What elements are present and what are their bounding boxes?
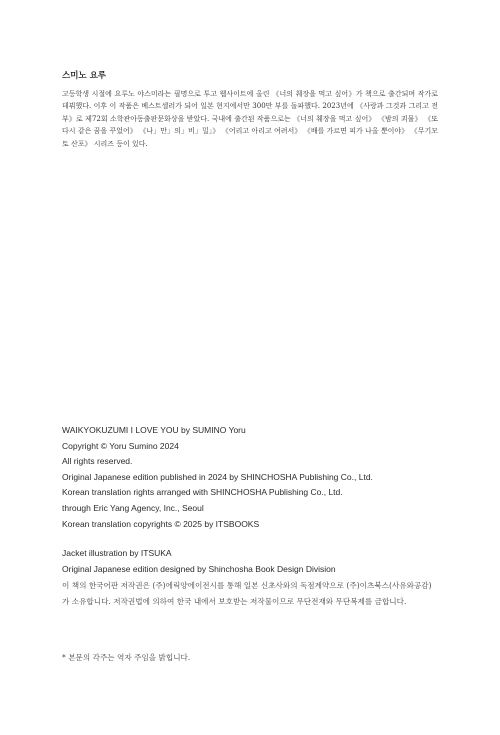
- original-edition-line: Original Japanese edition published in 2024 by SHINCHOSHA Publishing Co., Ltd.: [62, 471, 373, 482]
- legal-notice: 이 책의 한국어판 저작권은 (주)에릭양에이전시를 통해 일본 신초사와의 독점계약으로 (주)이츠북스(사유와공감)가 소유합니다. 저작권법에 의하여 한국 내에서 보호받는 저작물이므로 무단전재와 무단복제를 금합니다.: [62, 581, 432, 606]
- original-title-line: WAIKYOKUZUMI I LOVE YOU by SUMINO Yoru: [62, 425, 246, 435]
- author-bio: [62, 70, 438, 150]
- author-bio-text: 고등학생 시절에 요루노 야스미라는 필명으로 투고 웹사이트에 올린 《너의 췌장을 먹고 싶어》가 책으로 출간되며 작가로 데뷔했다. 이후 이 작품은 베스트셀러가 되어 일본 현지에서만 300만 부를 돌파했다. 2023년에 《사랑과 그것과 그리고 전부》로 제72회 소학관아동출판문화상을 받았다. 국내에 출간된 작품으로는 《너의 췌장을 먹고 싶어》 《밤의 괴물》 《또다시 같은 꿈을 꾸었어》 《나」만」의」비」밀」》 《어리고 아리고 여려서》 《배를 가르면 피가 나올 뿐이야》 《무기모토 산포》 시리즈 등이 있다.: [62, 90, 438, 148]
- copyright-block: [62, 423, 452, 577]
- copyright-line: Copyright © Yoru Sumino 2024: [62, 440, 179, 451]
- agency-line: through Eric Yang Agency, Inc., Seoul: [62, 502, 204, 513]
- translation-rights-line: Korean translation rights arranged with SHINCHOSHA Publishing Co., Ltd.: [62, 487, 343, 498]
- rights-reserved-line: All rights reserved.: [62, 456, 133, 467]
- translation-copyright-line: Korean translation copyrights © 2025 by ITSBOOKS: [62, 518, 260, 529]
- design-credit-line: Original Japanese edition designed by Shinchosha Book Design Division: [62, 563, 336, 574]
- translator-footnote: * 본문의 각주는 역자 주임을 밝힙니다.: [62, 653, 191, 662]
- spacer: [62, 532, 452, 546]
- author-name-heading: 스미노 요루: [62, 71, 107, 81]
- illustration-credit-line: Jacket illustration by ITSUKA: [62, 548, 172, 559]
